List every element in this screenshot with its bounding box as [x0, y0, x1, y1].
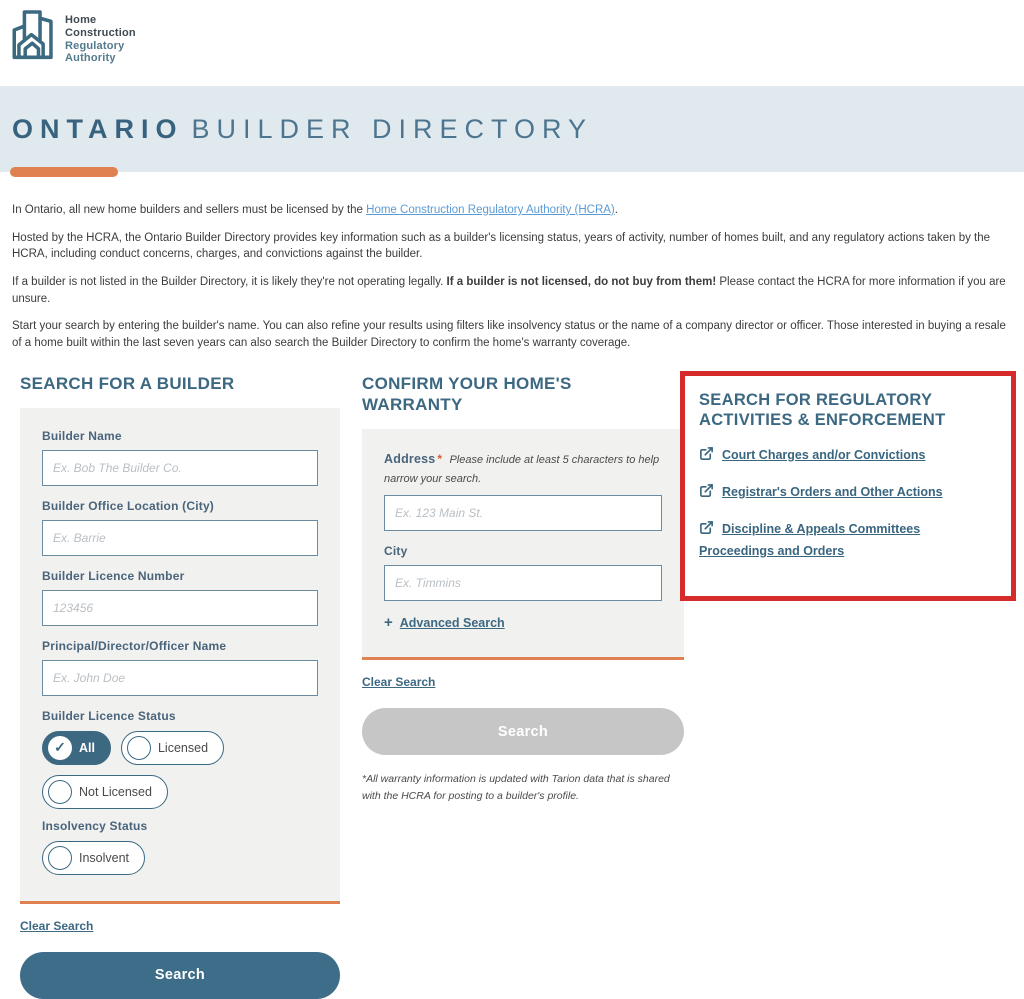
intro-p1-period: .	[614, 204, 618, 216]
plus-icon: +	[384, 614, 393, 632]
warranty-clear-search-link[interactable]: Clear Search	[362, 675, 436, 690]
external-link-icon	[699, 520, 714, 541]
warranty-column	[362, 371, 684, 815]
address-label: Address	[384, 452, 436, 467]
court-charges-link[interactable]: Court Charges and/or Convictions	[722, 447, 926, 462]
intro-p3-after: Please contact the HCRA for more information if you are unsure.	[12, 276, 1006, 305]
builder-office-input[interactable]	[42, 520, 318, 556]
builder-search-heading: SEARCH FOR A BUILDER	[20, 373, 235, 393]
external-link-icon	[699, 446, 714, 467]
intro-p1-text: In Ontario, all new home builders and sellers must be licensed by the	[12, 204, 367, 216]
address-required-asterisk: *	[437, 452, 443, 467]
hcra-link[interactable]: Home Construction Regulatory Authority (HCRA)	[366, 204, 615, 216]
hcra-logo-text	[65, 14, 136, 66]
warranty-heading: CONFIRM YOUR HOME'S WARRANTY	[362, 373, 572, 414]
intro-paragraph-2: Hosted by the HCRA, the Ontario Builder Directory provides key information such as a builder's licensing status, years of activity, number of homes built, and any regulatory actions taken by the HCRA, including conduct concerns, charges, and convictions against the builder.	[12, 231, 991, 261]
principal-name-field-group	[42, 639, 318, 696]
advanced-search-label: Advanced Search	[399, 616, 505, 631]
address-input[interactable]	[384, 495, 662, 531]
intro-paragraph-1	[12, 202, 1012, 219]
insolvency-insolvent-label: Insolvent	[79, 850, 130, 865]
page-title	[12, 114, 593, 145]
licence-status-all-label: All	[79, 740, 95, 755]
page-title-rest: BUILDER DIRECTORY	[191, 113, 594, 144]
principal-name-label: Principal/Director/Officer Name	[42, 638, 227, 653]
discipline-appeals-link[interactable]: Discipline & Appeals Committees Proceedings and Orders	[699, 521, 921, 558]
builder-clear-search-link[interactable]: Clear Search	[20, 918, 94, 933]
registrar-orders-link[interactable]: Registrar's Orders and Other Actions	[722, 484, 943, 499]
address-helper-note: Please include at least 5 characters to help narrow your search.	[384, 454, 660, 485]
intro-p3-text: If a builder is not listed in the Builder Directory, it is likely they're not operating legally.	[12, 276, 447, 289]
address-field-group	[384, 495, 662, 531]
hcra-building-icon	[8, 8, 58, 71]
hcra-logo[interactable]	[8, 8, 136, 71]
radio-unchecked-icon	[48, 846, 72, 870]
logo-line-2: Construction	[65, 26, 136, 39]
city-label: City	[384, 544, 408, 559]
external-link-icon	[699, 483, 714, 504]
insolvency-status-label: Insolvency Status	[42, 818, 148, 833]
radio-unchecked-icon	[48, 780, 72, 804]
builder-search-column	[20, 371, 340, 999]
intro-section	[0, 172, 1024, 367]
licence-number-field-group	[42, 569, 318, 626]
principal-name-input[interactable]	[42, 660, 318, 696]
advanced-search-link[interactable]	[384, 614, 662, 631]
page-banner	[0, 86, 1024, 172]
radio-unchecked-icon	[127, 736, 151, 760]
licence-status-licensed-label: Licensed	[157, 740, 209, 755]
radio-checked-icon: ✓	[48, 736, 72, 760]
court-charges-link-row	[699, 445, 997, 467]
licence-status-label: Builder Licence Status	[42, 708, 176, 723]
builder-office-label: Builder Office Location (City)	[42, 498, 215, 513]
registrar-orders-link-row	[699, 482, 997, 504]
licence-status-all-pill[interactable]	[42, 731, 111, 765]
warranty-footnote: *All warranty information is updated with Tarion data that is shared with the HCRA for posting to a builder's profile.	[362, 773, 670, 802]
regulatory-heading: SEARCH FOR REGULATORY ACTIVITIES & ENFORCEMENT	[699, 390, 946, 430]
city-input[interactable]	[384, 565, 662, 601]
licence-number-label: Builder Licence Number	[42, 568, 185, 583]
builder-search-panel	[20, 408, 340, 904]
insolvency-insolvent-pill[interactable]	[42, 841, 145, 875]
city-field-group	[384, 544, 662, 601]
licence-number-input[interactable]	[42, 590, 318, 626]
licence-status-licensed-pill[interactable]	[121, 731, 224, 765]
licence-status-options	[42, 731, 318, 809]
builder-office-field-group	[42, 499, 318, 556]
orange-accent-bar	[10, 167, 118, 177]
logo-line-1: Home	[65, 13, 97, 26]
site-header	[0, 0, 1024, 86]
builder-name-label: Builder Name	[42, 428, 122, 443]
insolvency-status-options	[42, 841, 318, 875]
builder-search-button[interactable]: Search	[20, 952, 340, 999]
search-columns	[0, 367, 1024, 999]
intro-p3-warning: If a builder is not licensed, do not buy from them!	[446, 276, 717, 289]
regulatory-column	[680, 371, 1016, 601]
licence-status-not-licensed-pill[interactable]	[42, 775, 168, 809]
address-label-row	[384, 450, 662, 487]
logo-line-4: Authority	[65, 52, 116, 65]
builder-name-input[interactable]	[42, 450, 318, 486]
logo-line-3: Regulatory	[65, 39, 125, 52]
discipline-appeals-link-row	[699, 519, 997, 561]
builder-name-field-group	[42, 429, 318, 486]
intro-paragraph-3	[12, 274, 1012, 307]
warranty-panel	[362, 429, 684, 660]
page-title-ontario: ONTARIO	[12, 113, 184, 144]
licence-status-not-licensed-label: Not Licensed	[79, 784, 152, 799]
intro-paragraph-4: Start your search by entering the builder's name. You can also refine your results using filters like insolvency status or the name of a company director or officer. Those interested in buying a resale of a home built within the last seven years can also search the Builder Directory to confirm the home's warranty coverage.	[12, 320, 1006, 350]
red-highlight-box	[680, 371, 1016, 601]
warranty-search-button[interactable]: Search	[362, 708, 684, 755]
